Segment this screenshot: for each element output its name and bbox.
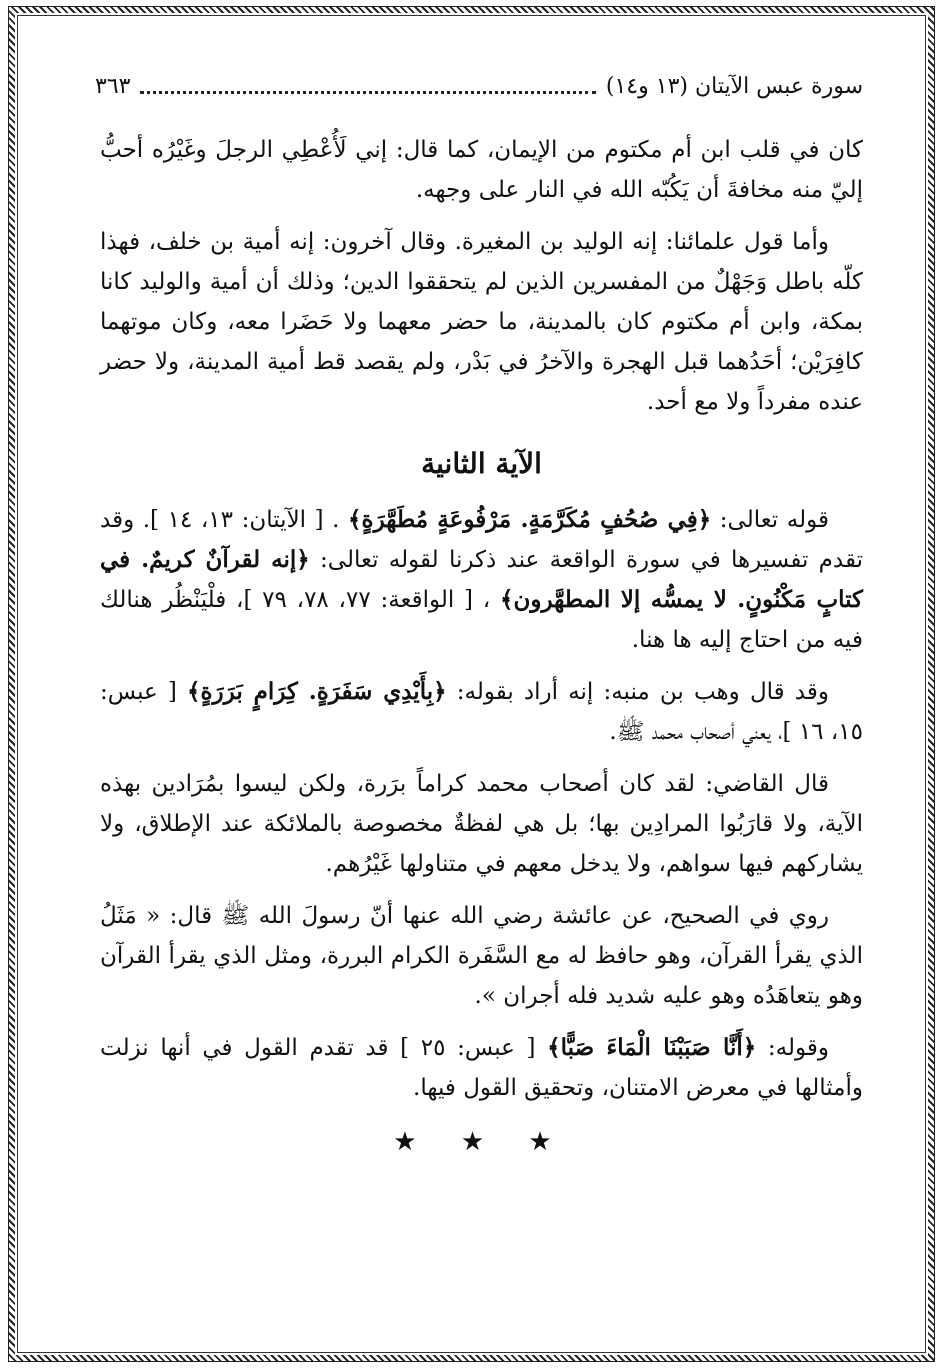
quran-quote: ﴿فِي صُحُفٍ مُكَرَّمَةٍ. مَرْفُوعَةٍ مُطَهَّرَةٍ﴾	[348, 506, 712, 533]
p7-text-b: [ عبس: ٢٥ ] قد تقدم القول في أنها نزلت وأمثالها في معرض الامتنان، وتحقيق القول فيها.	[100, 1035, 863, 1101]
page-header	[95, 68, 863, 104]
quran-quote: ﴿أَنَّا صَبَبْنَا الْمَاءَ صَبًّا﴾	[547, 1034, 757, 1061]
quran-quote: ﴿إنه لقرآنٌ كريمٌ. في كتابٍ مَكْنُونٍ. لا يمسُّه إلا المطهَّرون﴾	[100, 546, 864, 613]
paragraph-3	[100, 500, 863, 660]
section-title: الآية الثانية	[421, 447, 542, 480]
p4-text-a: وقد قال وهب بن منبه: إنه أراد بقوله:	[456, 679, 829, 705]
page-body	[100, 130, 863, 1162]
p3-text-a: قوله تعالى:	[719, 507, 829, 533]
section-end-stars: ★ ★ ★	[393, 1127, 570, 1157]
p3-text-c: ، [ الواقعة: ٧٧، ٧٨، ٧٩ ]، فلْيَنْظُر هنالك فيه من احتاج إليه ها هنا.	[100, 587, 863, 653]
quran-quote: ﴿بِأَيْدِي سَفَرَةٍ. كِرَامٍ بَرَرَةٍ﴾	[187, 678, 447, 705]
paragraph-7	[100, 1028, 863, 1108]
p4-text-b: [ عبس: ١٥، ١٦ ]، يعني أصحاب محمد ﷺ.	[100, 679, 863, 745]
paragraph-2: وأما قول علمائنا: إنه الوليد بن المغيرة. وقال آخرون: إنه أمية بن خلف، فهذا كلّه باطل وَجَهْلٌ من المفسرين الذين لم يتحققوا الدين؛ وذلك أن أمية والوليد كانا بمكة، وابن أم مكتوم كان بالمدينة، ما حضر معهما ولا حَضَرا معه، وكان موتهما كافِرَيْن؛ أحَدُهما قبل الهجرة والآخرُ في بَدْر، ولم يقصد قط أمية المدينة، ولا حضر عنده مفرداً ولا مع أحد.	[100, 229, 863, 415]
paragraph-1: كان في قلب ابن أم مكتوم من الإيمان، كما قال: إني لَأُعْطِي الرجلَ وغَيْرُه أحبُّ إليّ منه مخافةَ أن يَكُبّه الله في النار على وجهه.	[100, 137, 863, 203]
p3-text-b: . [ الآيتان: ١٣، ١٤ ]. وقد تقدم تفسيرها في سورة الواقعة عند ذكرنا لقوله تعالى:	[100, 507, 864, 573]
p7-text-a: وقوله:	[767, 1035, 829, 1061]
running-title: سورة عبس الآيتان (١٣ و١٤)	[605, 73, 863, 99]
paragraph-4	[100, 672, 863, 752]
paragraph-5: قال القاضي: لقد كان أصحاب محمد كراماً برَرة، ولكن ليسوا بمُرَادين بهذه الآية، ولا قارَبُوا المرادِين بها؛ بل هي لفظةٌ مخصوصة بالملائكة عند الإطلاق، ولا يشاركهم فيها سواهم، ولا يدخل معهم في متناولها غَيْرُهم.	[100, 771, 863, 877]
leader-dots	[140, 91, 595, 94]
paragraph-6: روي في الصحيح، عن عائشة رضي الله عنها أنّ رسولَ الله ﷺ قال: « مَثَلُ الذي يقرأ القرآن، وهو حافظ له مع السَّفَرة الكرام البررة، ومثل الذي يقرأ القرآن وهو يتعاهَدُه وهو عليه شديد فله أجران ».	[100, 903, 863, 1009]
page-number: ٣٦٣	[95, 73, 131, 99]
